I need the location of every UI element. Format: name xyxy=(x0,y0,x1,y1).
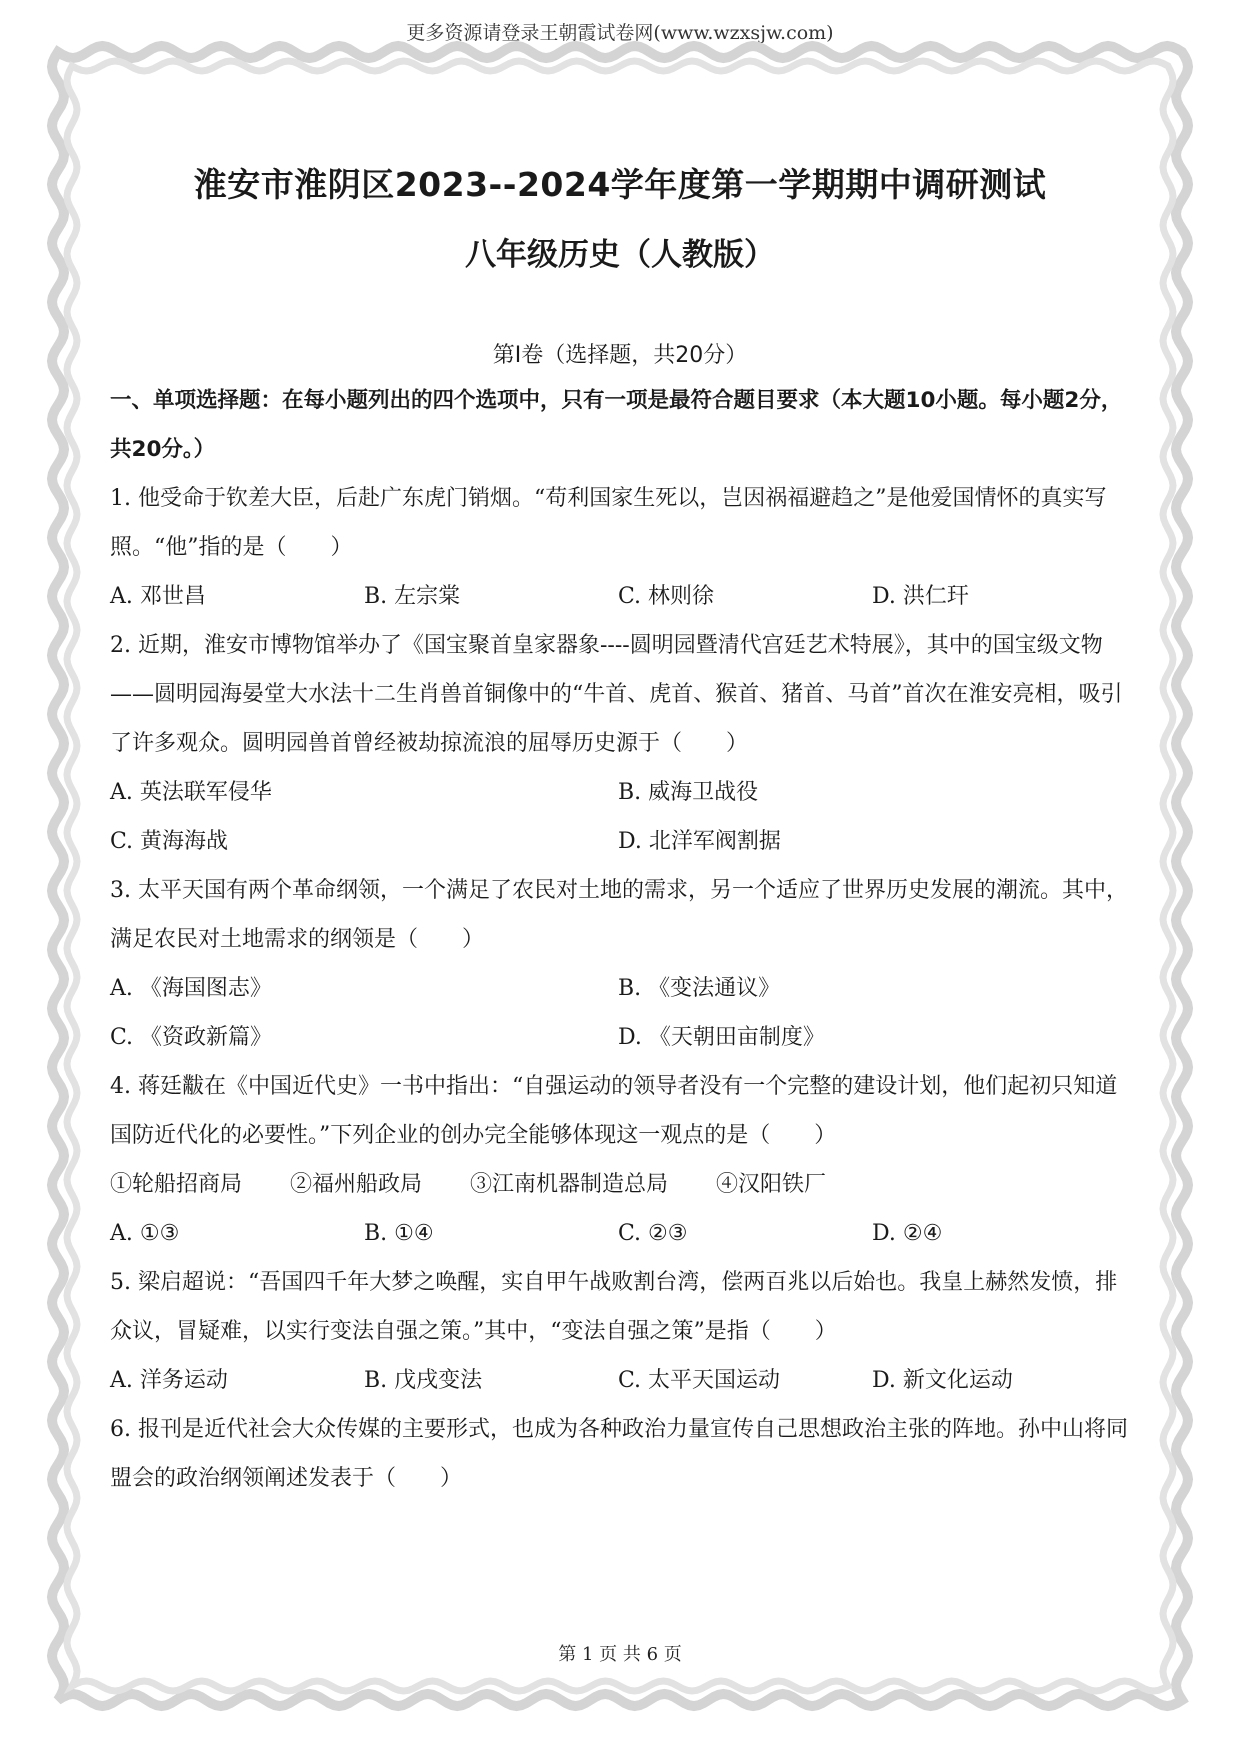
option-b: B. 威海卫战役 xyxy=(618,780,759,805)
option-a: A. 洋务运动 xyxy=(110,1368,228,1393)
option-a: A. ①③ xyxy=(110,1221,180,1246)
option-b: B. ①④ xyxy=(364,1221,434,1246)
options-row xyxy=(110,1209,1130,1258)
question-stem: 2. 近期，淮安市博物馆举办了《国宝聚首皇家器象----圆明园暨清代宫廷艺术特展》，其中的国宝级文物——圆明园海晏堂大水法十二生肖兽首铜像中的“牛首、虎首、猴首、猪首、马首”首次在淮安亮相，吸引了许多观众。圆明园兽首曾经被劫掠流浪的屈辱历史源于（ ） xyxy=(110,633,1123,756)
exam-title: 淮安市淮阴区2023--2024学年度第一学期期中调研测试 xyxy=(193,165,1047,204)
enterprise-list xyxy=(110,1160,1130,1209)
option-b: B. 左宗棠 xyxy=(364,584,461,609)
question-stem: 3. 太平天国有两个革命纲领，一个满足了农民对土地的需求，另一个适应了世界历史发展的潮流。其中，满足农民对土地需求的纲领是（ ） xyxy=(110,878,1128,952)
list-item: ②福州船政局 xyxy=(290,1172,423,1197)
part-header: 第Ⅰ卷（选择题，共20分） xyxy=(492,343,748,368)
question-stem: 6. 报刊是近代社会大众传媒的主要形式，也成为各种政治力量宣传自己思想政治主张的阵地。孙中山将同盟会的政治纲领阐述发表于（ ） xyxy=(110,1417,1128,1491)
question-stem: 5. 梁启超说：“吾国四千年大梦之唤醒，实自甲午战败割台湾，偿两百兆以后始也。我皇上赫然发愤，排众议，冒疑难，以实行变法自强之策。”其中，“变法自强之策”是指（ ） xyxy=(110,1270,1118,1344)
option-c: C. 《资政新篇》 xyxy=(110,1025,273,1050)
option-d: D. ②④ xyxy=(872,1221,943,1246)
option-b: B. 《变法通议》 xyxy=(618,976,781,1001)
page-footer: 第 1 页 共 6 页 xyxy=(558,1644,682,1665)
question-2 xyxy=(110,621,1130,866)
list-item: ④汉阳铁厂 xyxy=(716,1172,827,1197)
question-6 xyxy=(110,1405,1130,1503)
question-stem: 4. 蒋廷黻在《中国近代史》一书中指出：“自强运动的领导者没有一个完整的建设计划，他们起初只知道国防近代化的必要性。”下列企业的创办完全能够体现这一观点的是（ ） xyxy=(110,1074,1118,1148)
question-5 xyxy=(110,1258,1130,1405)
option-a: A. 英法联军侵华 xyxy=(110,780,272,805)
options-row xyxy=(110,768,1130,817)
option-a: A. 《海国图志》 xyxy=(110,976,272,1001)
option-d: D. 洪仁玕 xyxy=(872,584,969,609)
section-instruction: 一、单项选择题：在每小题列出的四个选项中，只有一项是最符合题目要求（本大题10小题。每小题2分，共20分。） xyxy=(110,388,1123,462)
option-c: C. 林则徐 xyxy=(618,584,715,609)
options-row xyxy=(110,964,1130,1013)
option-d: D. 新文化运动 xyxy=(872,1368,1013,1393)
list-item: ①轮船招商局 xyxy=(110,1172,243,1197)
option-c: C. 黄海海战 xyxy=(110,829,229,854)
exam-subtitle: 八年级历史（人教版） xyxy=(465,237,775,273)
question-3 xyxy=(110,866,1130,1062)
option-d: D. 《天朝田亩制度》 xyxy=(618,1025,825,1050)
option-a: A. 邓世昌 xyxy=(110,584,206,609)
question-1 xyxy=(110,474,1130,621)
question-stem: 1. 他受命于钦差大臣，后赴广东虎门销烟。“苟利国家生死以，岂因祸福避趋之”是他爱国情怀的真实写照。“他”指的是（ ） xyxy=(110,486,1107,560)
option-c: C. ②③ xyxy=(618,1221,688,1246)
options-row xyxy=(110,817,1130,866)
top-banner: 更多资源请登录王朝霞试卷网(www.wzxsjw.com) xyxy=(406,22,834,44)
options-row xyxy=(110,1356,1130,1405)
option-d: D. 北洋军阀割据 xyxy=(618,829,781,854)
list-item: ③江南机器制造总局 xyxy=(470,1172,669,1197)
exam-page xyxy=(110,150,1130,1503)
option-b: B. 戊戌变法 xyxy=(364,1368,483,1393)
option-c: C. 太平天国运动 xyxy=(618,1368,781,1393)
options-row xyxy=(110,1013,1130,1062)
options-row xyxy=(110,572,1130,621)
question-4 xyxy=(110,1062,1130,1258)
